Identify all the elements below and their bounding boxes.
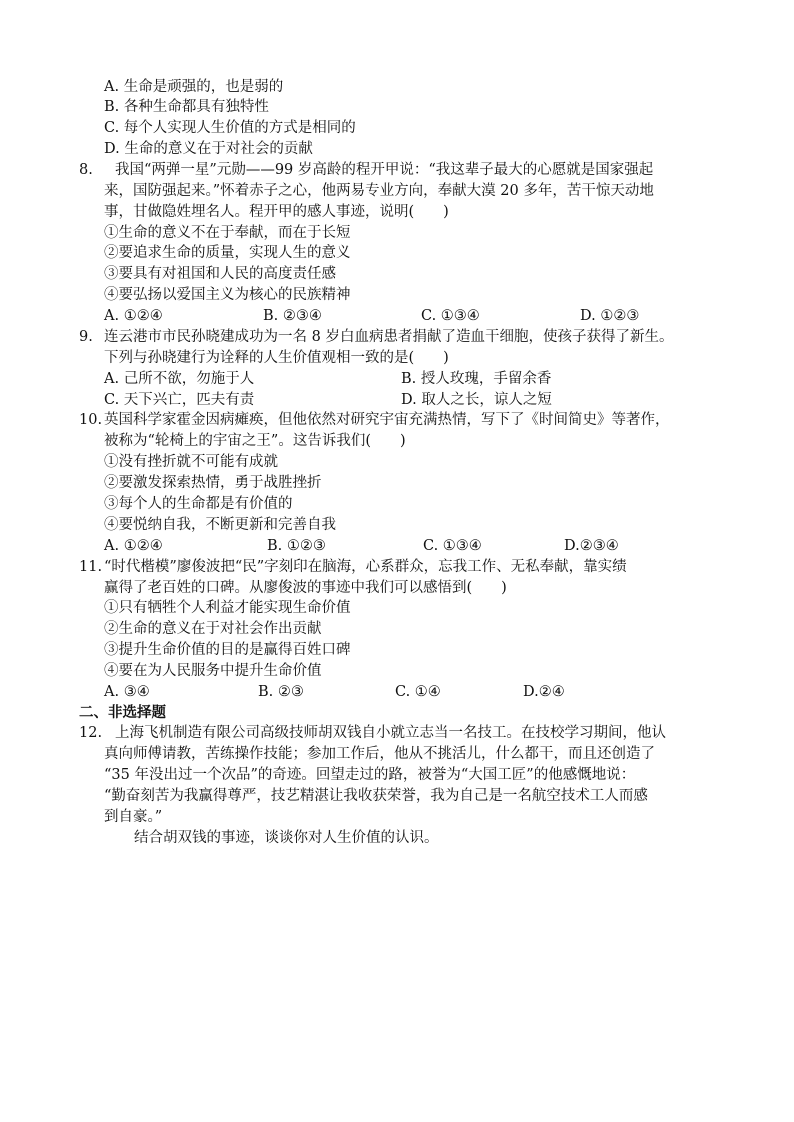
- q9-number: 9.: [79, 329, 93, 345]
- q11-item: ③提升生命价值的目的是赢得百姓口碑: [104, 642, 351, 658]
- q8-option-c: C. ①③④: [421, 308, 480, 324]
- q10-item: ②要激发探索热情，勇于战胜挫折: [104, 475, 322, 491]
- q8-stem-line: 我国“两弹一星”元勋——99 岁高龄的程开甲说：“我这辈子最大的心愿就是国家强起: [115, 162, 654, 178]
- q10-stem-line: 被称为“轮椅上的宇宙之王”。这告诉我们( ): [104, 433, 406, 449]
- section-heading: 二、非选择题: [79, 704, 166, 721]
- q11-number: 11.: [79, 559, 103, 575]
- q9-stem-line: 下列与孙晓建行为诠释的人生价值观相一致的是( ): [104, 350, 449, 366]
- q11-option-c: C. ①④: [395, 684, 441, 700]
- q7-option-a: A. 生命是顽强的，也是弱的: [104, 79, 284, 95]
- q10-stem-line: 英国科学家霍金因病瘫痪，但他依然对研究宇宙充满热情，写下了《时间简史》等著作，: [104, 412, 670, 428]
- q8-option-d: D. ①②③: [580, 308, 640, 324]
- q11-item: ④要在为人民服务中提升生命价值: [104, 663, 322, 679]
- q11-option-b: B. ②③: [258, 684, 304, 700]
- q10-option-c: C. ①③④: [423, 538, 482, 554]
- q7-option-c: C. 每个人实现人生价值的方式是相同的: [104, 120, 356, 136]
- q9-option-b: B. 授人玫瑰，手留余香: [401, 371, 552, 387]
- q11-stem-line: “时代楷模”廖俊波把“民”字刻印在脑海，心系群众，忘我工作、无私奉献，靠实绩: [104, 559, 627, 575]
- q11-item: ②生命的意义在于对社会作出贡献: [104, 621, 322, 637]
- q9-option-d: D. 取人之长，谅人之短: [401, 392, 552, 408]
- q8-item: ①生命的意义不在于奉献，而在于长短: [104, 225, 351, 241]
- q8-item: ④要弘扬以爱国主义为核心的民族精神: [104, 287, 351, 303]
- q10-item: ④要悦纳自我，不断更新和完善自我: [104, 517, 336, 533]
- q12-stem-line: “35 年没出过一个次品”的奇迹。回望走过的路，被誉为“大国工匠”的他感慨地说：: [104, 767, 636, 783]
- q10-number: 10.: [79, 412, 103, 428]
- q11-stem-line: 赢得了老百姓的口碑。从廖俊波的事迹中我们可以感悟到( ): [104, 580, 507, 596]
- q12-question: 结合胡双钱的事迹，谈谈你对人生价值的认识。: [134, 830, 439, 846]
- q12-stem-line: “勤奋刻苦为我赢得尊严，技艺精湛让我收获荣誉，我为自己是一名航空技术工人而感: [104, 788, 648, 804]
- q10-item: ③每个人的生命都是有价值的: [104, 496, 293, 512]
- q12-number: 12.: [79, 725, 103, 741]
- q11-option-d: D.②④: [523, 684, 565, 700]
- q8-option-b: B. ②③④: [263, 308, 322, 324]
- q10-option-b: B. ①②③: [267, 538, 326, 554]
- q8-stem-line: 来，国防强起来。”怀着赤子之心，他两易专业方向，奉献大漠 20 多年，苦干惊天动地: [104, 183, 654, 199]
- q11-option-a: A. ③④: [104, 684, 150, 700]
- q8-stem-line: 事，甘做隐姓埋名人。程开甲的感人事迹，说明( ): [104, 204, 449, 220]
- q11-item: ①只有牺牲个人利益才能实现生命价值: [104, 600, 351, 616]
- q10-item: ①没有挫折就不可能有成就: [104, 454, 278, 470]
- q12-stem-line: 到自豪。”: [104, 809, 163, 825]
- q7-option-d: D. 生命的意义在于对社会的贡献: [104, 141, 313, 157]
- q12-stem-line: 真向师傅请教，苦练操作技能；参加工作后，他从不挑活儿，什么都干，而且还创造了: [104, 746, 655, 762]
- q8-number: 8.: [79, 162, 93, 178]
- q7-option-b: B. 各种生命都具有独特性: [104, 99, 269, 115]
- q8-option-a: A. ①②④: [104, 308, 163, 324]
- q10-option-d: D.②③④: [564, 538, 619, 554]
- q9-option-a: A. 己所不欲，勿施于人: [104, 371, 255, 387]
- q12-stem-line: 上海飞机制造有限公司高级技师胡双钱自小就立志当一名技工。在技校学习期间，他认: [115, 725, 666, 741]
- q8-item: ③要具有对祖国和人民的高度责任感: [104, 266, 336, 282]
- q9-stem-line: 连云港市市民孙晓建成功为一名 8 岁白血病患者捐献了造血干细胞，使孩子获得了新生。: [104, 329, 674, 345]
- q10-option-a: A. ①②④: [104, 538, 163, 554]
- q8-item: ②要追求生命的质量，实现人生的意义: [104, 245, 351, 261]
- q9-option-c: C. 天下兴亡，匹夫有责: [104, 392, 255, 408]
